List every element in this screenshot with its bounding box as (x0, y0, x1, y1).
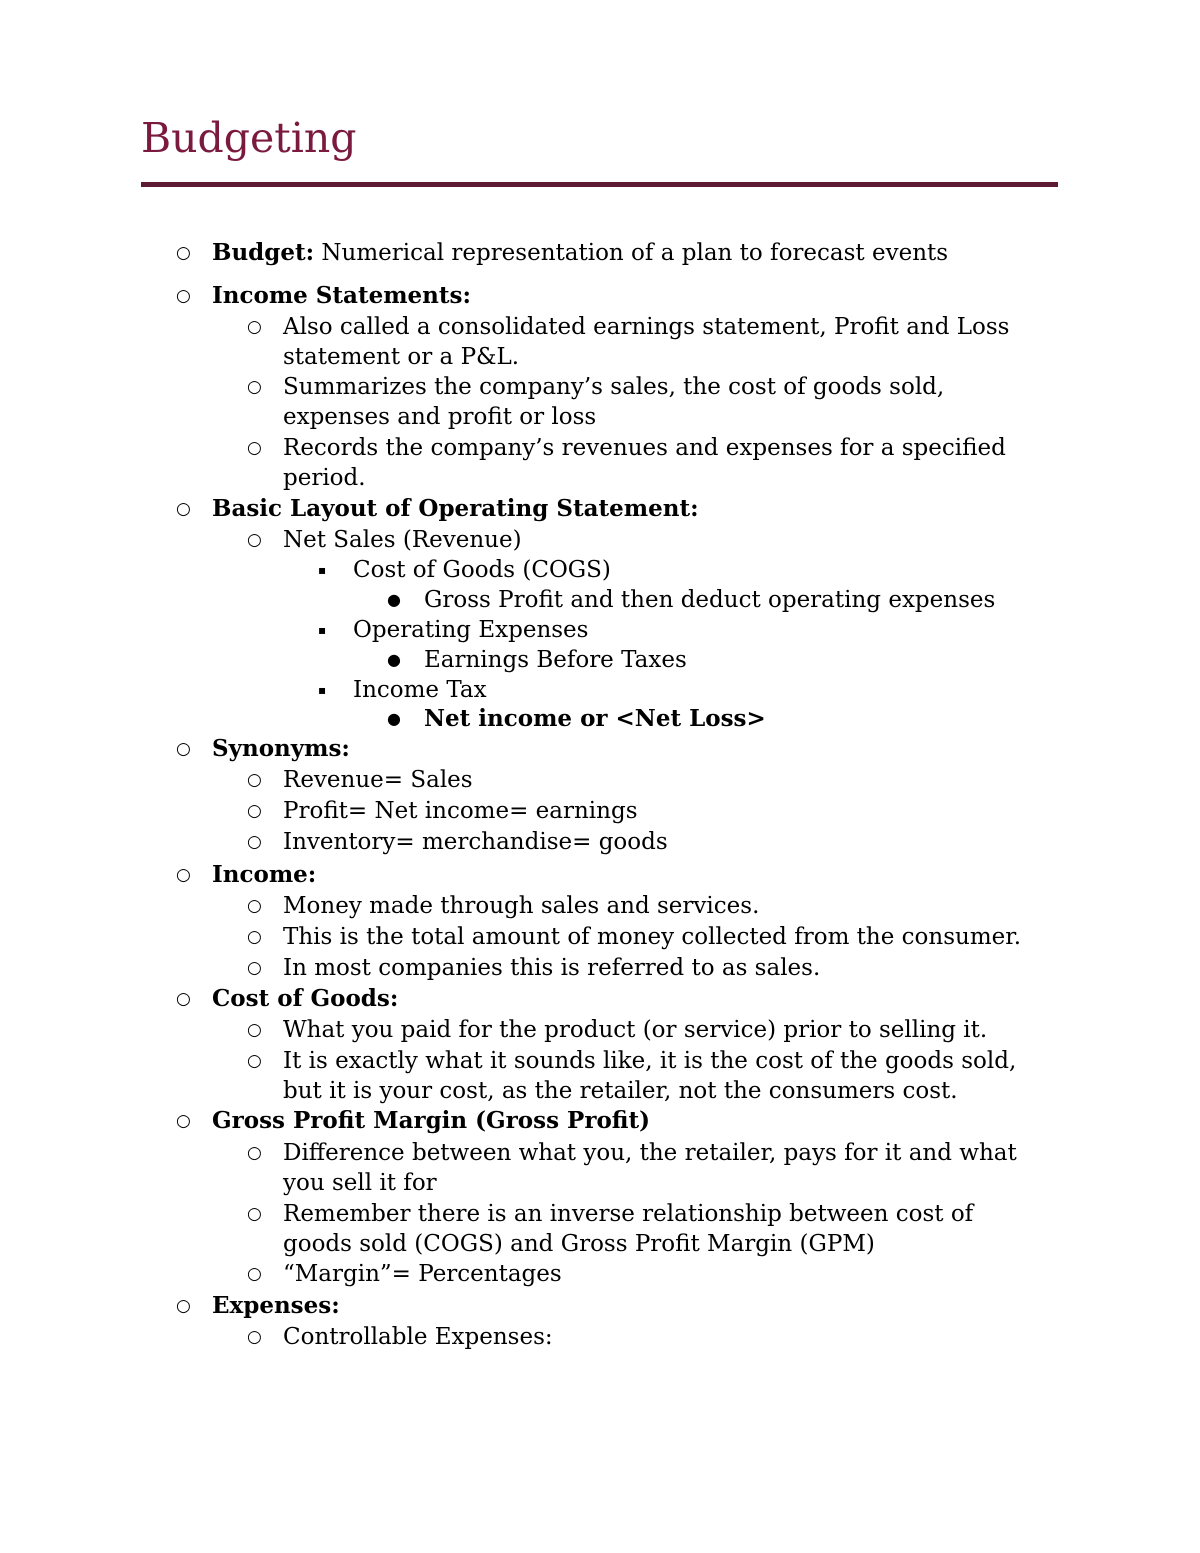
circle-bullet-icon: ○ (247, 1051, 262, 1071)
list-item-ebt: Earnings Before Taxes (424, 647, 687, 673)
circle-bullet-icon: ○ (176, 739, 191, 759)
circle-bullet-icon: ○ (247, 317, 262, 337)
circle-bullet-icon: ○ (176, 865, 191, 885)
list-item-line: period. (283, 465, 366, 491)
list-item-line: Remember there is an inverse relationship between cost of (283, 1201, 974, 1227)
circle-bullet-icon: ○ (247, 927, 262, 947)
circle-bullet-icon: ○ (247, 438, 262, 458)
dot-bullet-icon: ● (387, 709, 401, 728)
list-item-operating-expenses: Operating Expenses (353, 617, 589, 643)
dot-bullet-icon: ● (387, 650, 401, 669)
list-item-line: It is exactly what it sounds like, it is the cost of the goods sold, (283, 1048, 1017, 1074)
list-item-income-tax: Income Tax (353, 677, 487, 703)
section-heading-expenses: Expenses: (212, 1292, 340, 1319)
list-item-budget (212, 238, 948, 268)
list-item-line: you sell it for (283, 1170, 437, 1196)
circle-bullet-icon: ○ (247, 377, 262, 397)
square-bullet-icon: ▪ (318, 683, 327, 697)
list-item-net-sales: Net Sales (Revenue) (283, 527, 522, 553)
term-definition: Numerical representation of a plan to forecast events (314, 240, 949, 266)
list-item: Inventory= merchandise= goods (283, 829, 668, 855)
circle-bullet-icon: ○ (176, 243, 191, 263)
term-label: Budget: (212, 239, 315, 266)
section-heading-basic-layout: Basic Layout of Operating Statement: (212, 495, 699, 522)
list-item: “Margin”= Percentages (283, 1261, 562, 1287)
list-item-gross-profit: Gross Profit and then deduct operating expenses (424, 587, 996, 613)
circle-bullet-icon: ○ (247, 1264, 262, 1284)
circle-bullet-icon: ○ (247, 530, 262, 550)
circle-bullet-icon: ○ (247, 801, 262, 821)
list-item-line: expenses and profit or loss (283, 404, 597, 430)
circle-bullet-icon: ○ (176, 989, 191, 1009)
section-heading-gross-profit-margin: Gross Profit Margin (Gross Profit) (212, 1107, 651, 1134)
title-divider (141, 182, 1058, 187)
circle-bullet-icon: ○ (247, 1327, 262, 1347)
list-item-line: Difference between what you, the retailer, pays for it and what (283, 1140, 1017, 1166)
circle-bullet-icon: ○ (247, 832, 262, 852)
circle-bullet-icon: ○ (247, 1143, 262, 1163)
list-item: What you paid for the product (or service) prior to selling it. (283, 1017, 988, 1043)
list-item: Profit= Net income= earnings (283, 798, 638, 824)
circle-bullet-icon: ○ (247, 958, 262, 978)
list-item: In most companies this is referred to as sales. (283, 955, 821, 981)
circle-bullet-icon: ○ (176, 1111, 191, 1131)
list-item: Money made through sales and services. (283, 893, 760, 919)
circle-bullet-icon: ○ (176, 499, 191, 519)
list-item: Revenue= Sales (283, 767, 473, 793)
square-bullet-icon: ▪ (318, 563, 327, 577)
square-bullet-icon: ▪ (318, 623, 327, 637)
list-item-line: goods sold (COGS) and Gross Profit Margin (GPM) (283, 1231, 875, 1257)
circle-bullet-icon: ○ (176, 1296, 191, 1316)
list-item-net-income: Net income or <Net Loss> (424, 705, 766, 732)
circle-bullet-icon: ○ (247, 770, 262, 790)
list-item-cogs: Cost of Goods (COGS) (353, 557, 611, 583)
list-item: This is the total amount of money collected from the consumer. (283, 924, 1022, 950)
list-item-line: Summarizes the company’s sales, the cost of goods sold, (283, 374, 945, 400)
section-heading-synonyms: Synonyms: (212, 735, 350, 762)
circle-bullet-icon: ○ (247, 896, 262, 916)
dot-bullet-icon: ● (387, 590, 401, 609)
list-item-line: Also called a consolidated earnings statement, Profit and Loss (283, 314, 1010, 340)
circle-bullet-icon: ○ (247, 1204, 262, 1224)
page-title: Budgeting (141, 114, 357, 162)
list-item-line: but it is your cost, as the retailer, not the consumers cost. (283, 1078, 958, 1104)
circle-bullet-icon: ○ (247, 1020, 262, 1040)
section-heading-cost-of-goods: Cost of Goods: (212, 985, 399, 1012)
section-heading-income: Income: (212, 861, 317, 888)
list-item-line: statement or a P&L. (283, 344, 520, 370)
list-item: Controllable Expenses: (283, 1324, 553, 1350)
circle-bullet-icon: ○ (176, 286, 191, 306)
section-heading-income-statements: Income Statements: (212, 282, 471, 309)
list-item-line: Records the company’s revenues and expenses for a specified (283, 435, 1006, 461)
